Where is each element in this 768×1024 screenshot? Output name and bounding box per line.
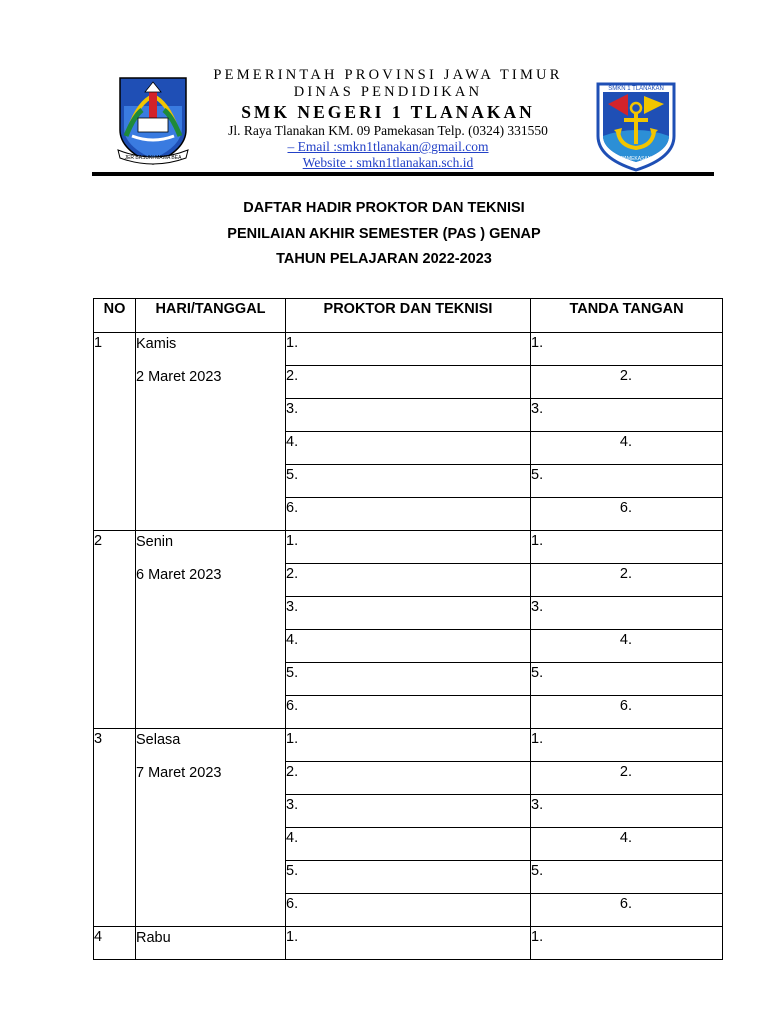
table-header-row xyxy=(94,299,723,333)
staff-name-cell[interactable]: 1. xyxy=(286,927,531,960)
row-number: 1 xyxy=(94,333,136,531)
school-name: SMK NEGERI 1 TLANAKAN xyxy=(241,102,535,122)
column-header-signature: TANDA TANGAN xyxy=(531,299,723,333)
letterhead xyxy=(0,0,768,180)
signature-cell[interactable]: 4. xyxy=(531,432,723,465)
signature-cell[interactable]: 2. xyxy=(531,564,723,597)
signature-cell[interactable]: 1. xyxy=(531,729,723,762)
column-header-staff: PROKTOR DAN TEKNISI xyxy=(286,299,531,333)
table-row xyxy=(94,333,723,366)
row-number: 2 xyxy=(94,531,136,729)
emblem-top-text: SMKN 1 TLANAKAN xyxy=(608,86,664,92)
title-line-2: PENILAIAN AKHIR SEMESTER (PAS ) GENAP xyxy=(227,225,541,242)
day-date-cell xyxy=(136,729,286,927)
east-java-emblem-icon xyxy=(114,72,192,168)
row-number: 3 xyxy=(94,729,136,927)
exam-date: 7 Maret 2023 xyxy=(136,765,222,781)
day-date-cell xyxy=(136,333,286,531)
email-link[interactable]: – Email :smkn1tlanakan@gmail.com xyxy=(287,139,489,154)
title-line-3: TAHUN PELAJARAN 2022-2023 xyxy=(276,251,492,267)
staff-name-cell[interactable]: 1. xyxy=(286,333,531,366)
staff-name-cell[interactable]: 4. xyxy=(286,630,531,663)
table-row xyxy=(94,531,723,564)
column-header-no: NO xyxy=(94,299,136,333)
signature-cell[interactable]: 2. xyxy=(531,762,723,795)
day-name: Selasa xyxy=(136,732,181,748)
staff-name-cell[interactable]: 6. xyxy=(286,894,531,927)
government-line: PEMERINTAH PROVINSI JAWA TIMUR xyxy=(213,67,563,83)
staff-name-cell[interactable]: 4. xyxy=(286,432,531,465)
exam-date: 2 Maret 2023 xyxy=(136,369,222,385)
staff-name-cell[interactable]: 3. xyxy=(286,399,531,432)
signature-cell[interactable]: 4. xyxy=(531,630,723,663)
column-header-day-date: HARI/TANGGAL xyxy=(136,299,286,333)
staff-name-cell[interactable]: 2. xyxy=(286,366,531,399)
table-row xyxy=(94,729,723,762)
emblem-motto: JER BASUKI MAWA BEA xyxy=(124,155,182,161)
staff-name-cell[interactable]: 2. xyxy=(286,762,531,795)
signature-cell[interactable]: 5. xyxy=(531,465,723,498)
staff-name-cell[interactable]: 4. xyxy=(286,828,531,861)
signature-cell[interactable]: 4. xyxy=(531,828,723,861)
day-name: Kamis xyxy=(136,336,177,352)
signature-cell[interactable]: 1. xyxy=(531,531,723,564)
signature-cell[interactable]: 6. xyxy=(531,498,723,531)
exam-date: 6 Maret 2023 xyxy=(136,567,222,583)
signature-cell[interactable]: 6. xyxy=(531,894,723,927)
table-row xyxy=(94,927,723,960)
signature-cell[interactable]: 1. xyxy=(531,333,723,366)
signature-cell[interactable]: 3. xyxy=(531,597,723,630)
staff-name-cell[interactable]: 6. xyxy=(286,696,531,729)
signature-cell[interactable]: 5. xyxy=(531,861,723,894)
emblem-bottom-text: PAMEKASAN xyxy=(620,156,652,162)
staff-name-cell[interactable]: 2. xyxy=(286,564,531,597)
staff-name-cell[interactable]: 3. xyxy=(286,597,531,630)
day-name: Rabu xyxy=(136,930,171,946)
school-address: Jl. Raya Tlanakan KM. 09 Pamekasan Telp. (0324) 331550 xyxy=(228,123,548,138)
attendance-table xyxy=(93,298,723,960)
day-date-cell xyxy=(136,531,286,729)
document-title xyxy=(0,196,768,273)
staff-name-cell[interactable]: 6. xyxy=(286,498,531,531)
signature-cell[interactable]: 3. xyxy=(531,795,723,828)
staff-name-cell[interactable]: 1. xyxy=(286,729,531,762)
row-number: 4 xyxy=(94,927,136,960)
signature-cell[interactable]: 5. xyxy=(531,663,723,696)
website-link[interactable]: Website : smkn1tlanakan.sch.id xyxy=(302,155,474,170)
staff-name-cell[interactable]: 5. xyxy=(286,861,531,894)
staff-name-cell[interactable]: 3. xyxy=(286,795,531,828)
staff-name-cell[interactable]: 1. xyxy=(286,531,531,564)
title-line-1: DAFTAR HADIR PROKTOR DAN TEKNISI xyxy=(243,200,525,216)
signature-cell[interactable]: 6. xyxy=(531,696,723,729)
signature-cell[interactable]: 3. xyxy=(531,399,723,432)
day-date-cell xyxy=(136,927,286,960)
day-name: Senin xyxy=(136,534,174,550)
signature-cell[interactable]: 1. xyxy=(531,927,723,960)
letterhead-text xyxy=(200,66,576,171)
staff-name-cell[interactable]: 5. xyxy=(286,663,531,696)
letterhead-divider xyxy=(92,172,714,176)
signature-cell[interactable]: 2. xyxy=(531,366,723,399)
school-anchor-emblem-icon xyxy=(594,80,678,172)
staff-name-cell[interactable]: 5. xyxy=(286,465,531,498)
department-line: DINAS PENDIDIKAN xyxy=(293,84,483,100)
